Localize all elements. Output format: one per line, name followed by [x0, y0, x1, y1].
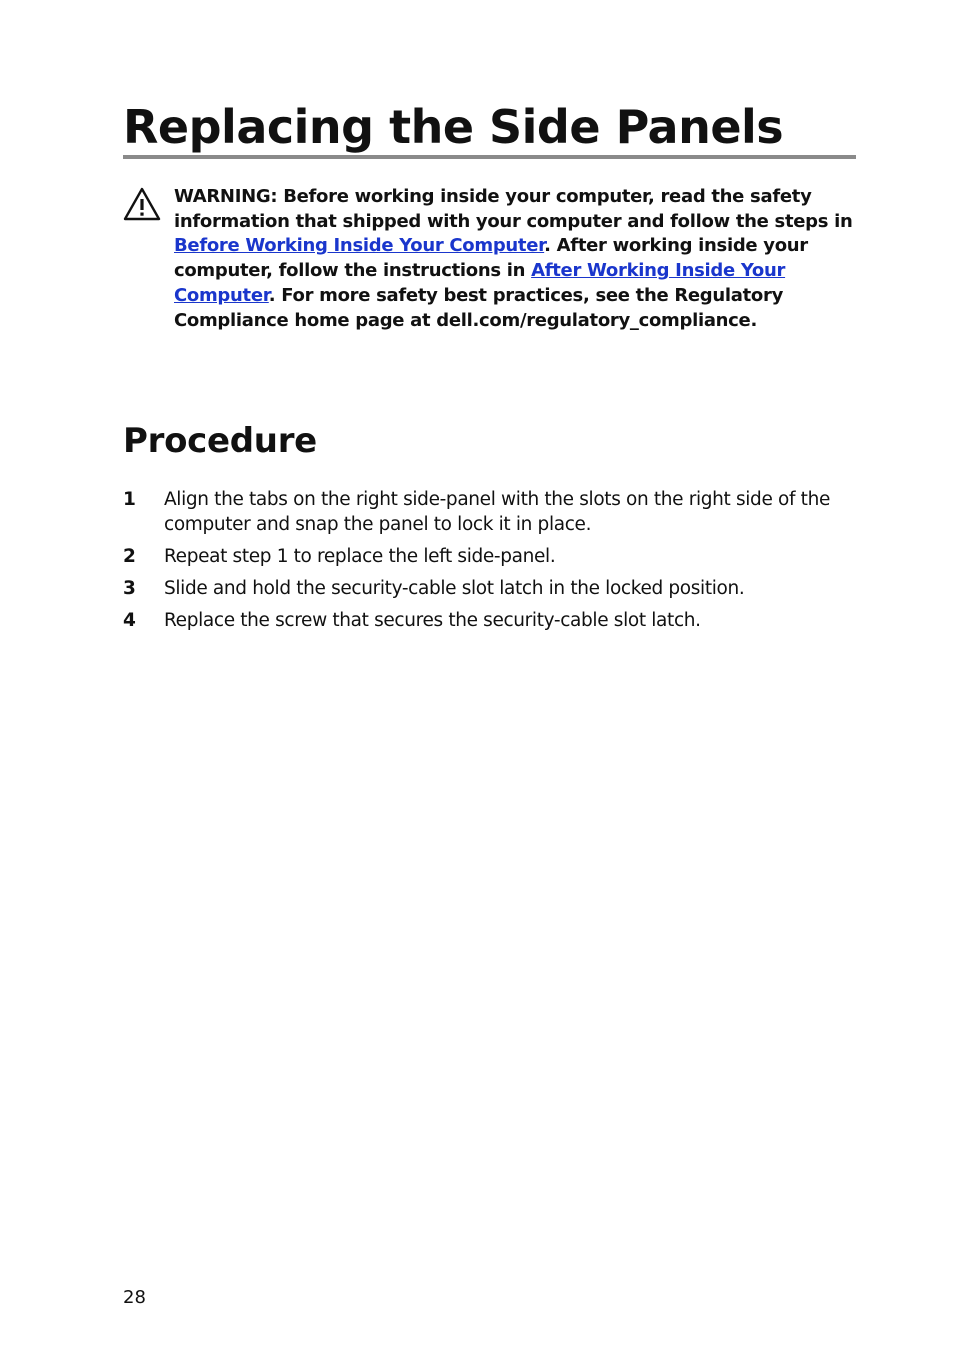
step-text: Align the tabs on the right side-panel with the slots on the right side of the computer and snap the panel to lock it in place.: [164, 489, 830, 535]
step-number: 2: [123, 546, 136, 567]
warning-notice: [174, 185, 864, 333]
procedure-step: [123, 487, 858, 537]
page-number: 28: [123, 1287, 146, 1308]
page-title: Replacing the Side Panels: [123, 100, 784, 154]
step-number: 1: [123, 489, 136, 510]
step-text: Repeat step 1 to replace the left side-panel.: [164, 546, 556, 567]
procedure-heading: Procedure: [123, 421, 317, 461]
warning-mid-text: . After working inside your computer, follow the instructions in: [174, 235, 808, 282]
procedure-steps: [123, 487, 858, 640]
step-text: Slide and hold the security-cable slot latch in the locked position.: [164, 578, 745, 599]
warning-tail-text: . For more safety best practices, see the Regulatory Compliance home page at dell.com/regulatory_compliance.: [174, 284, 784, 331]
title-underline-rule: [123, 155, 856, 159]
step-text: Replace the screw that secures the security-cable slot latch.: [164, 610, 701, 631]
procedure-step: [123, 608, 858, 633]
before-working-inside-link[interactable]: Before Working Inside Your Computer: [174, 235, 545, 257]
step-number: 3: [123, 578, 136, 599]
after-working-inside-link[interactable]: After Working Inside Your Computer: [174, 260, 786, 306]
warning-triangle-icon: [123, 187, 161, 221]
procedure-step: [123, 544, 858, 569]
step-number: 4: [123, 610, 136, 631]
procedure-step: [123, 576, 858, 601]
warning-lead-text: WARNING: Before working inside your computer, read the safety information that shipped with your computer and follow the steps in: [174, 186, 853, 232]
